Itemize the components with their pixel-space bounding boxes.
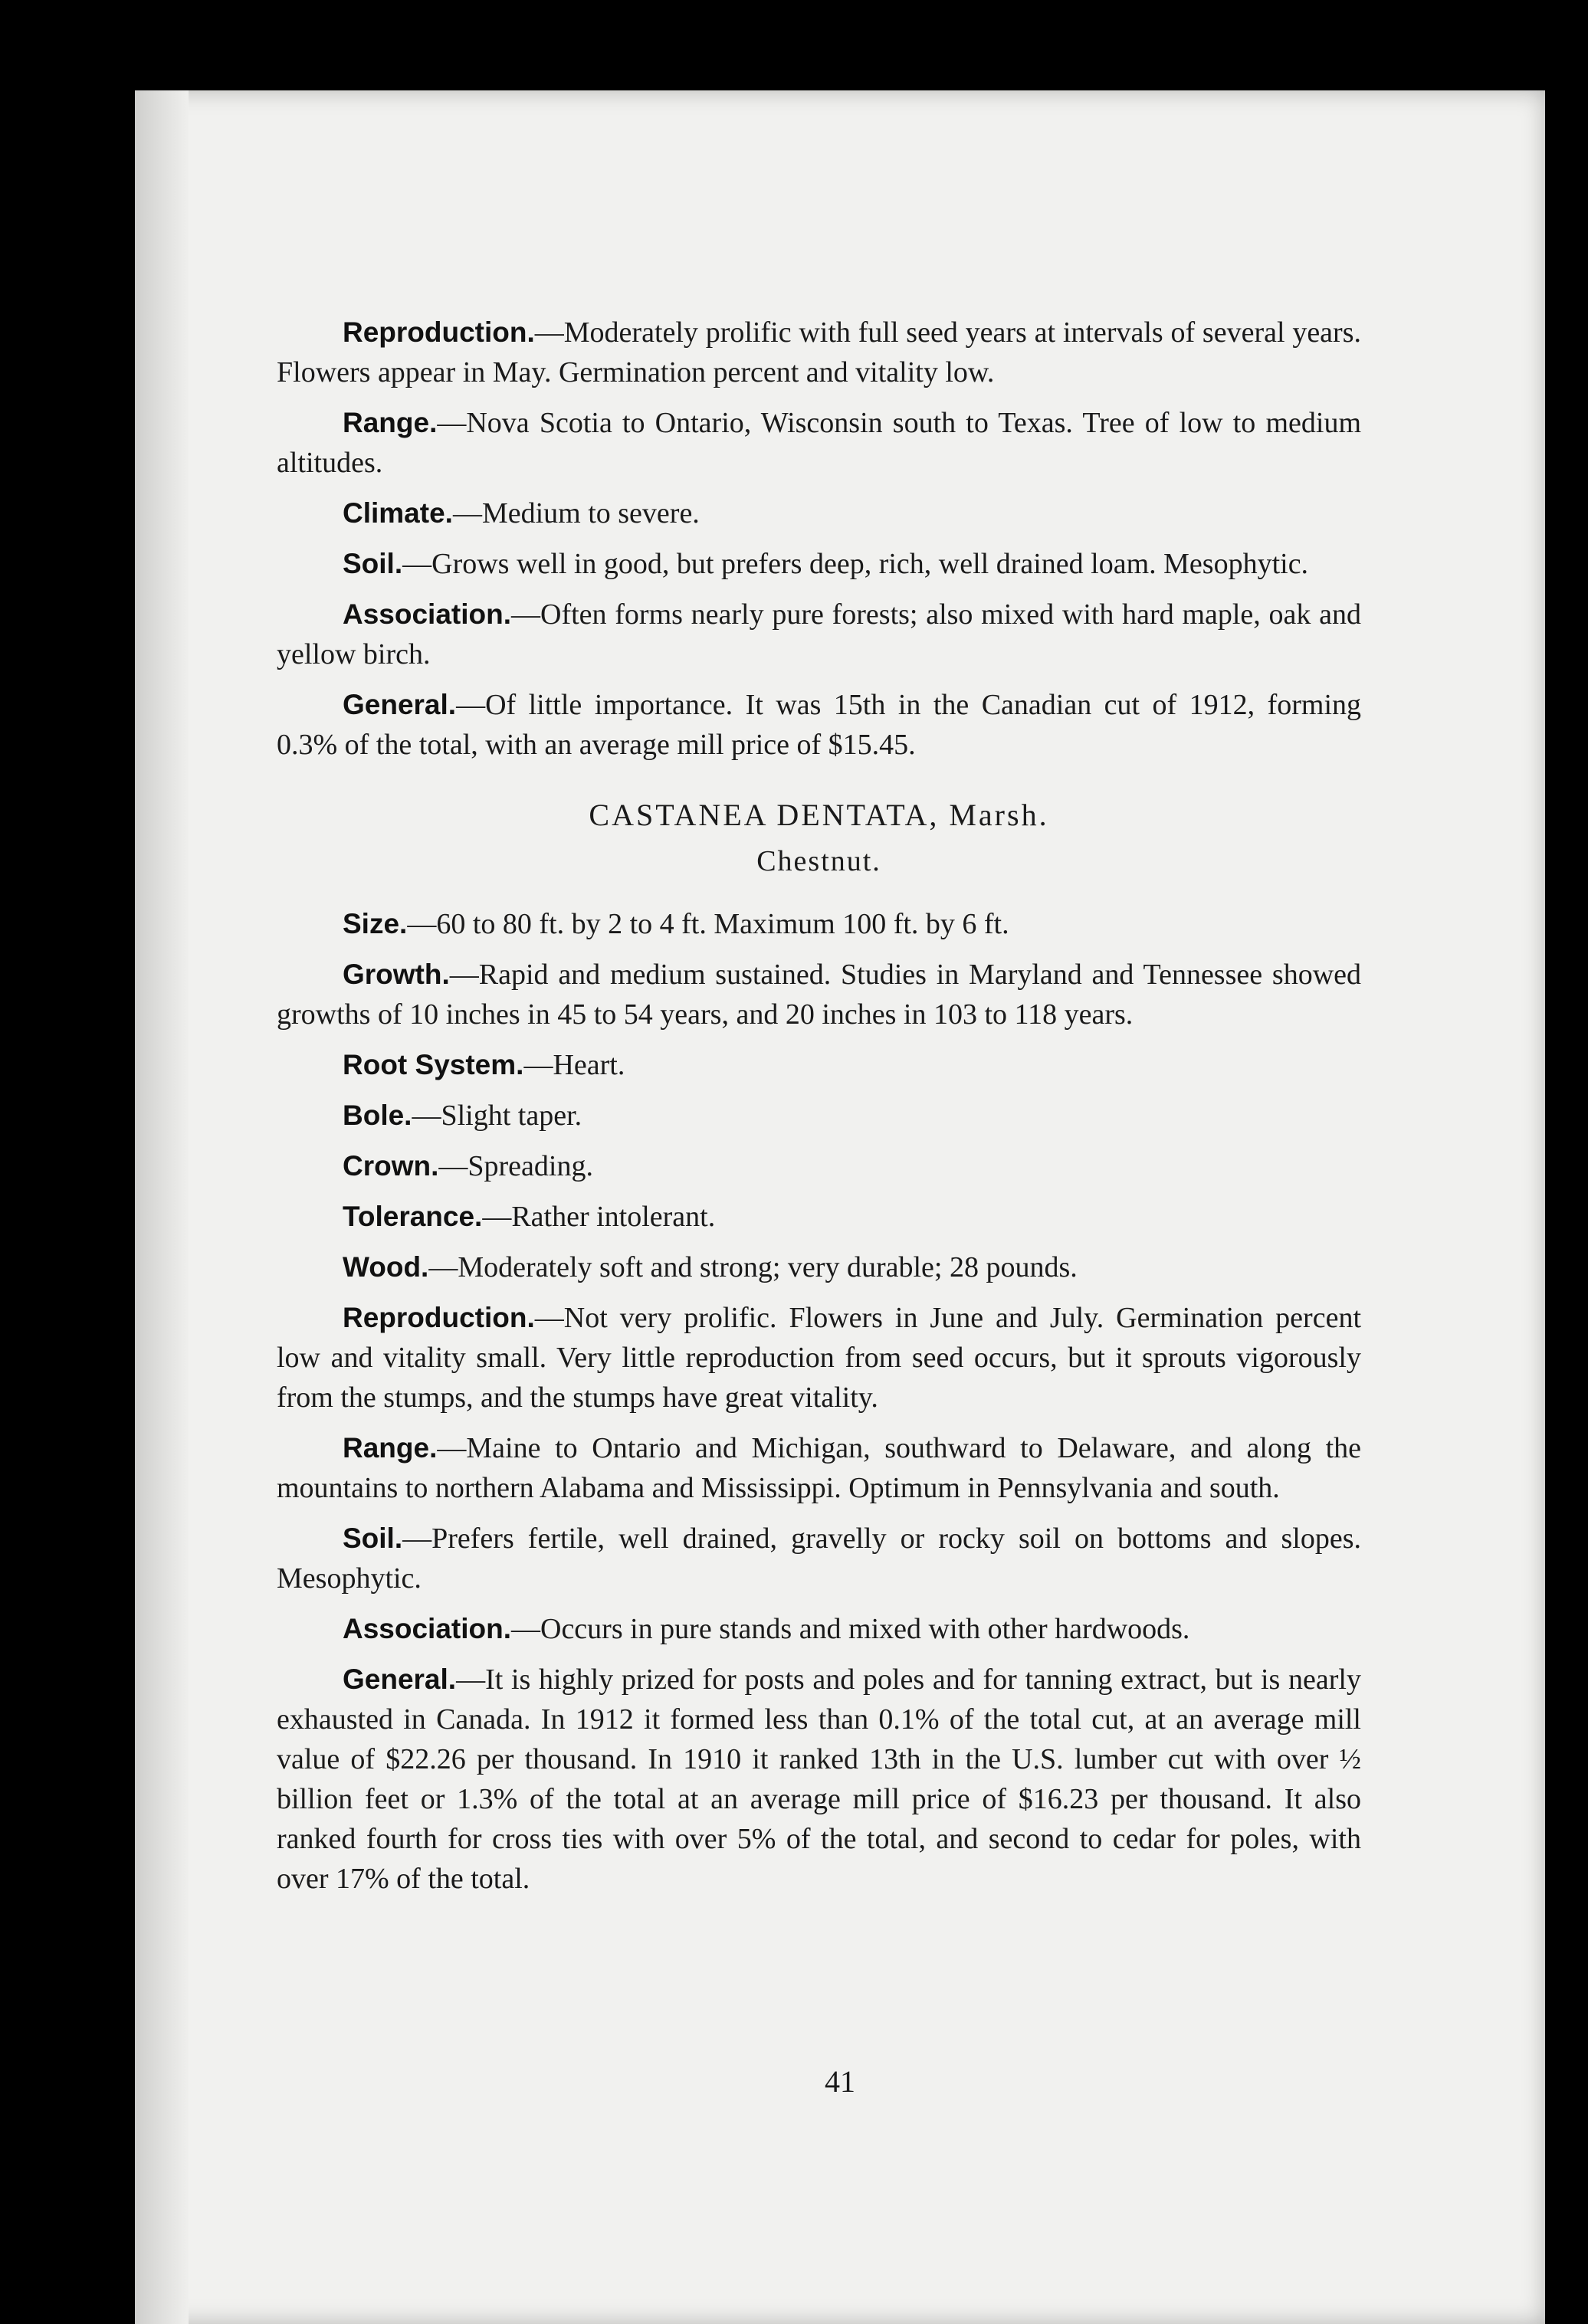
heading-size: Size. <box>343 908 408 939</box>
heading-soil-2: Soil. <box>343 1523 403 1554</box>
text-tolerance: —Rather intolerant. <box>482 1201 716 1233</box>
heading-bole: Bole. <box>343 1100 412 1131</box>
page-content <box>277 313 1361 1909</box>
text-association: —Often forms nearly pure forests; also mixed with hard maple, oak and yellow birch. <box>277 598 1361 670</box>
paragraph-tolerance <box>277 1197 1361 1237</box>
paragraph-crown <box>277 1146 1361 1186</box>
heading-growth: Growth. <box>343 959 450 990</box>
text-soil-2: —Prefers fertile, well drained, gravelly or rocky soil on bottoms and slopes. Mesophytic. <box>277 1523 1361 1595</box>
heading-general-2: General. <box>343 1664 457 1695</box>
book-page <box>135 90 1545 2324</box>
heading-tolerance: Tolerance. <box>343 1201 483 1232</box>
paragraph-soil-2 <box>277 1519 1361 1598</box>
heading-reproduction: Reproduction. <box>343 316 535 348</box>
text-climate: —Medium to severe. <box>452 497 700 529</box>
text-root-system: —Heart. <box>523 1049 625 1081</box>
heading-association-2: Association. <box>343 1613 511 1644</box>
heading-root-system: Root System. <box>343 1049 524 1080</box>
heading-association: Association. <box>343 598 511 630</box>
text-general-2: —It is highly prized for posts and poles and for tanning extract, but is nearly exhausted in Canada. In 1912 it formed less than 0.1% of the total cut, at an average mill value of $22.26 per thousand. In 1910 it ranked 13th in the U.S. lumber cut with over ½ billion feet or 1.3% of the total at an average mill price of $16.23 per thousand. It also ranked fourth for cross ties with over 5% of the total, and second to cedar for poles, with over 17% of the total. <box>277 1664 1361 1895</box>
text-growth: —Rapid and medium sustained. Studies in Maryland and Tennessee showed growths of 10 inches in 45 to 54 years, and 20 inches in 103 to 118 years. <box>277 959 1361 1031</box>
text-reproduction: —Moderately prolific with full seed years at intervals of several years. Flowers appear in May. Germination percent and vitality low. <box>277 316 1361 388</box>
text-size: —60 to 80 ft. by 2 to 4 ft. Maximum 100 ft. by 6 ft. <box>407 908 1009 940</box>
text-range-2: —Maine to Ontario and Michigan, southward to Delaware, and along the mountains to northern Alabama and Mississippi. Optimum in Pennsylvania and south. <box>277 1432 1361 1504</box>
heading-range-2: Range. <box>343 1432 438 1464</box>
heading-soil: Soil. <box>343 548 403 579</box>
heading-wood: Wood. <box>343 1251 429 1283</box>
page-number: 41 <box>825 2064 855 2099</box>
paragraph-climate-1 <box>277 493 1361 533</box>
text-general: —Of little importance. It was 15th in the Canadian cut of 1912, forming 0.3% of the total, with an average mill price of $15.45. <box>277 689 1361 761</box>
heading-climate: Climate. <box>343 497 453 529</box>
text-soil: —Grows well in good, but prefers deep, rich, well drained loam. Mesophytic. <box>402 548 1309 580</box>
text-reproduction-2: —Not very prolific. Flowers in June and July. Germination percent low and vitality small. Very little reproduction from seed occurs, but it sprouts vigorously from the stumps, and the stumps have great vitality. <box>277 1302 1361 1414</box>
paragraph-size <box>277 904 1361 944</box>
text-range: —Nova Scotia to Ontario, Wisconsin south to Texas. Tree of low to medium altitudes. <box>277 407 1361 479</box>
paragraph-general-1 <box>277 685 1361 765</box>
page-spine-shadow <box>135 90 189 2324</box>
heading-reproduction-2: Reproduction. <box>343 1302 535 1333</box>
paragraph-range-1 <box>277 403 1361 483</box>
paragraph-range-2 <box>277 1428 1361 1508</box>
text-wood: —Moderately soft and strong; very durable; 28 pounds. <box>428 1251 1078 1283</box>
paragraph-growth <box>277 955 1361 1034</box>
species-scientific-name: CASTANEA DENTATA, Marsh. <box>589 798 1049 832</box>
heading-general: General. <box>343 689 457 720</box>
paragraph-association-2 <box>277 1609 1361 1649</box>
paragraph-reproduction-2 <box>277 1298 1361 1418</box>
heading-crown: Crown. <box>343 1150 439 1182</box>
paragraph-association-1 <box>277 595 1361 674</box>
paragraph-root-system <box>277 1045 1361 1085</box>
paragraph-bole <box>277 1096 1361 1136</box>
text-crown: —Spreading. <box>438 1150 593 1182</box>
paragraph-wood <box>277 1247 1361 1287</box>
text-bole: —Slight taper. <box>412 1100 582 1132</box>
paragraph-soil-1 <box>277 544 1361 584</box>
species-common-name: Chestnut. <box>756 845 881 877</box>
paragraph-general-2 <box>277 1660 1361 1899</box>
text-association-2: —Occurs in pure stands and mixed with other hardwoods. <box>511 1613 1190 1645</box>
heading-range: Range. <box>343 407 438 438</box>
paragraph-reproduction-1 <box>277 313 1361 392</box>
